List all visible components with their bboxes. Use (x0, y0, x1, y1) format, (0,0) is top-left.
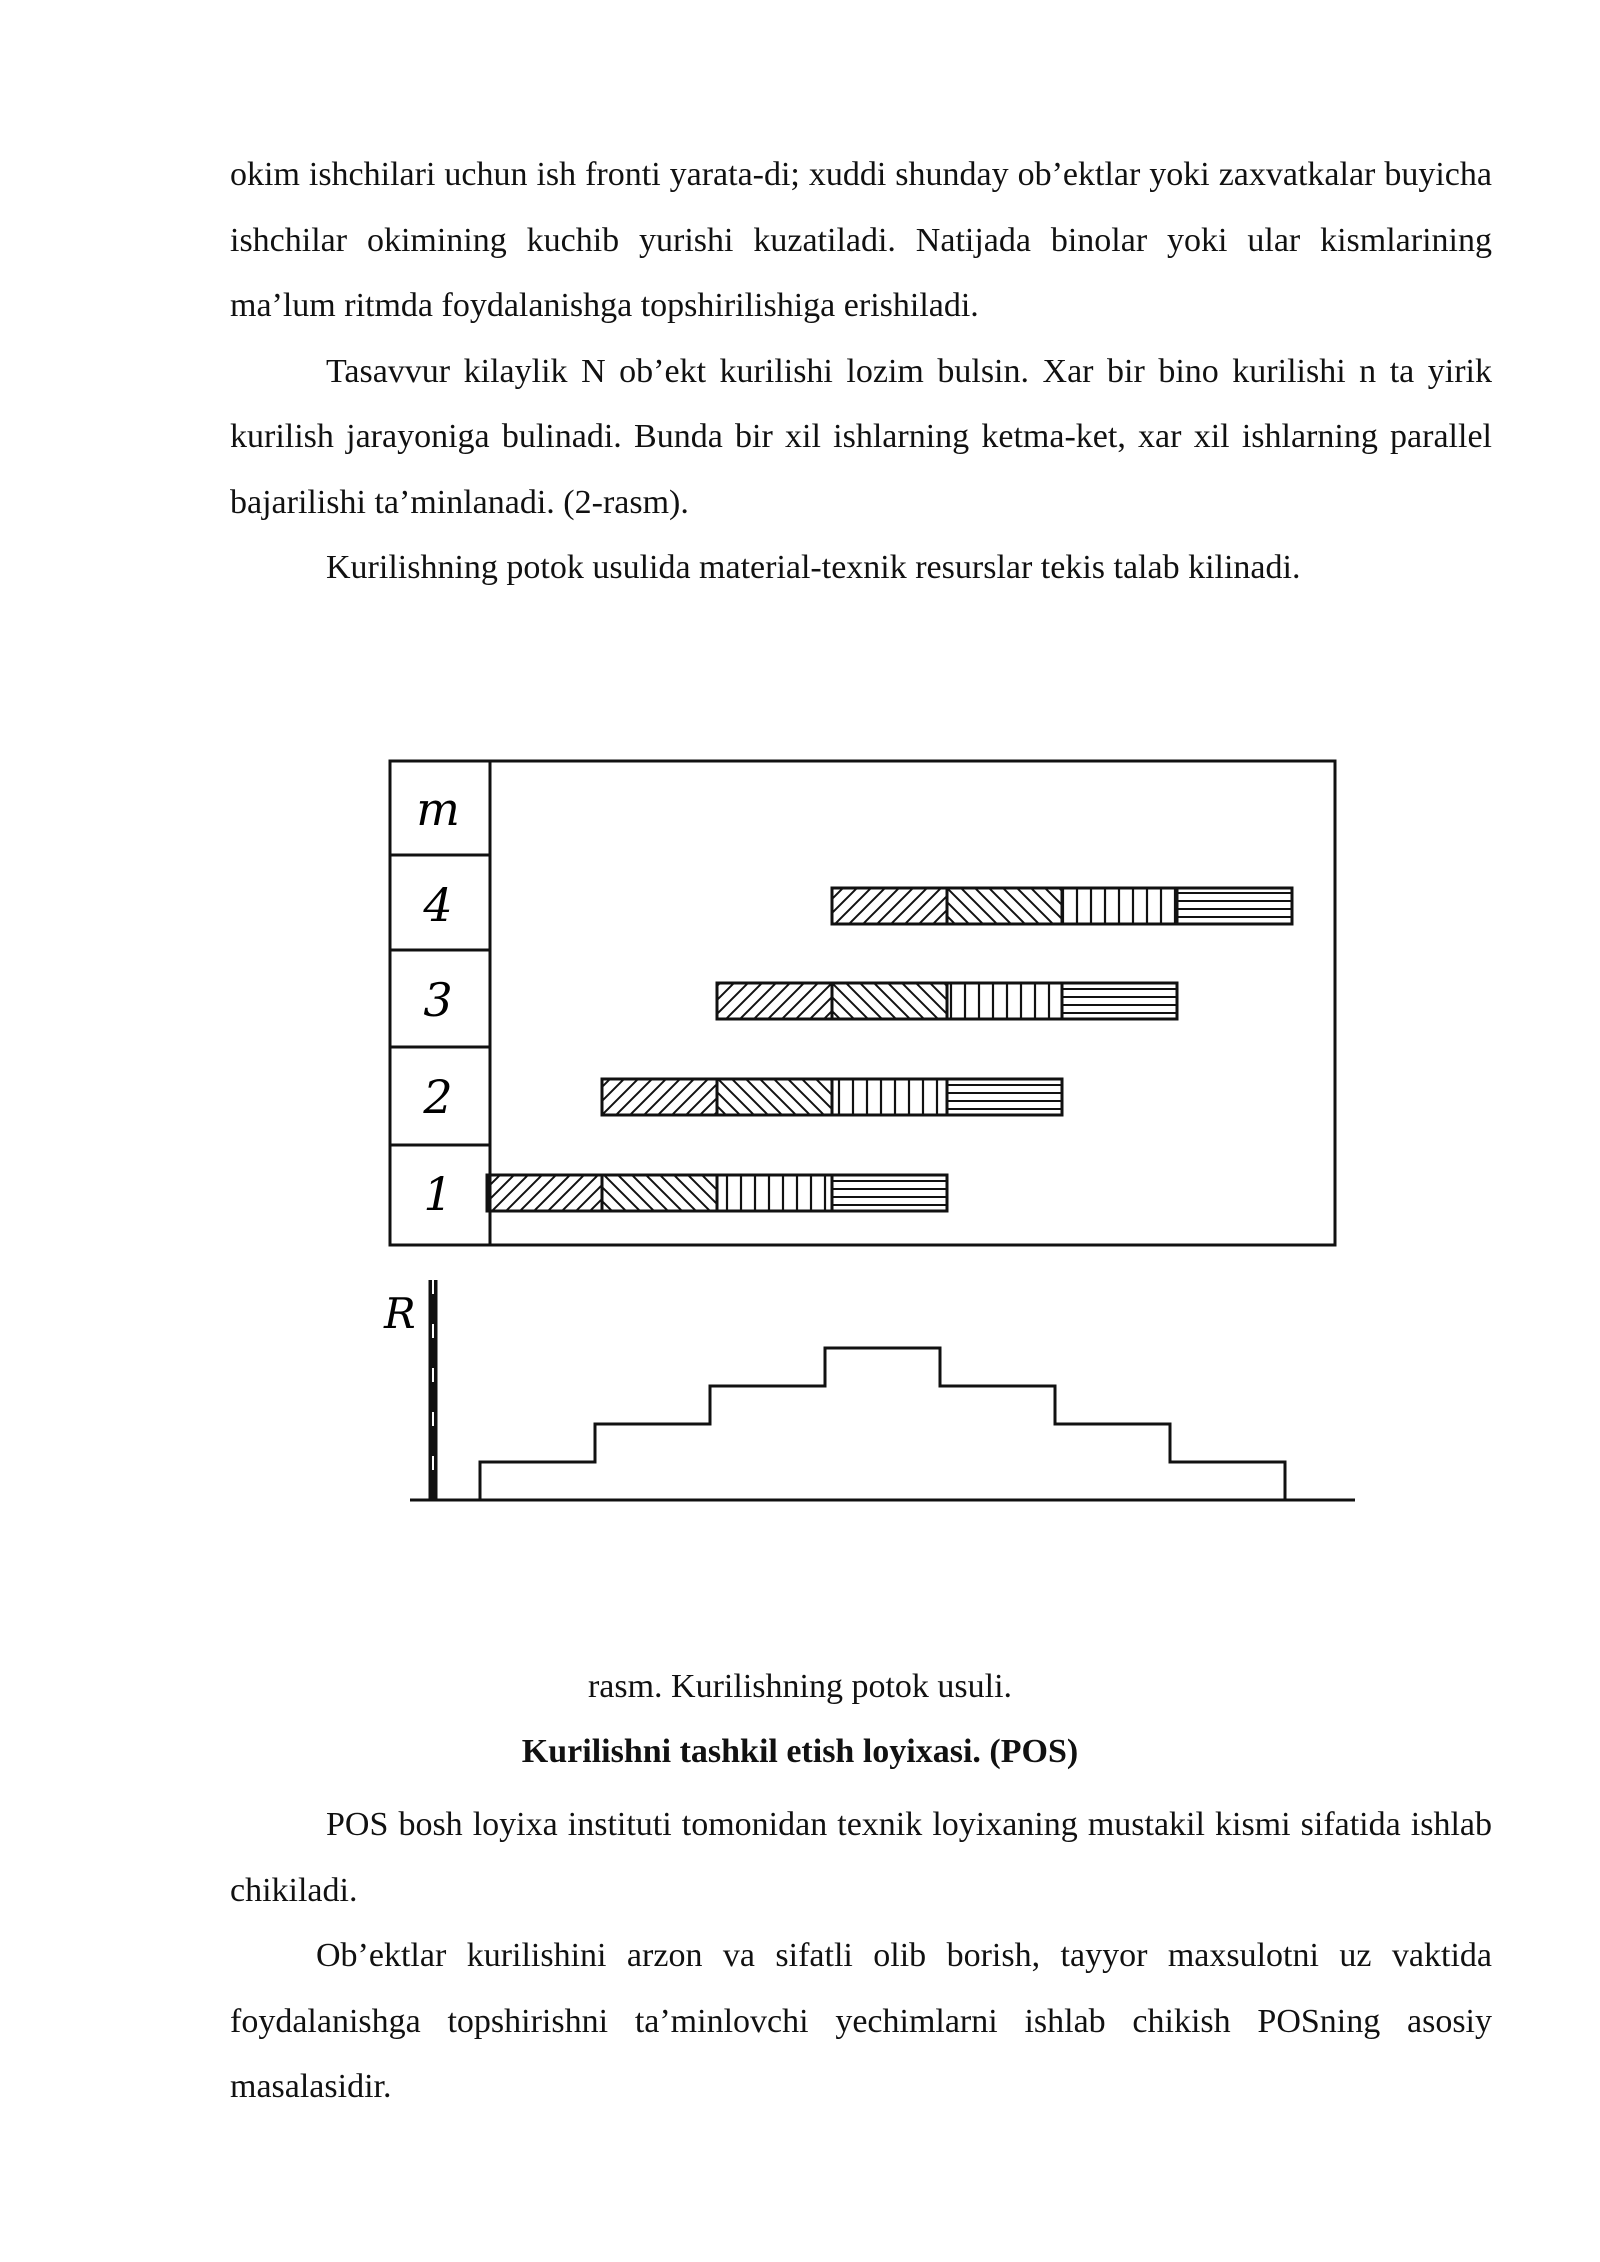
row-label-1: 1 (423, 1167, 453, 1221)
row-label-2: 2 (423, 1070, 453, 1124)
paragraph-1: okim ishchilari uchun ish fronti yarata-di; xuddi shunday ob’ektlar yoki zaxvatkalar buyicha ishchilar okimining kuchib yurishi kuzatiladi. Natijada binolar yoki ular kismlarining ma’lum ritmda foydalanishga topshirilishiga erishiladi. (230, 156, 1492, 324)
resource-axis-label: R (384, 1289, 416, 1338)
row-label-3: 3 (423, 973, 453, 1027)
resource-profile-line (480, 1348, 1285, 1500)
object-2-stage-1-bar (602, 1079, 717, 1115)
paragraph-4: POS bosh loyixa instituti tomonidan texnik loyixaning mustakil kismi sifatida ishlab chikiladi. (230, 1806, 1492, 1909)
bottom-text (230, 1792, 1492, 2120)
paragraph-5: Ob’ektlar kurilishini arzon va sifatli olib borish, tayyor maxsulotni uz vaktida foydalanishga topshirishni ta’minlovchi yechimlarni ishlab chikish POSning asosiy masalasidir. (230, 1937, 1492, 2105)
object-4-stage-1-bar (832, 888, 947, 924)
object-3-stage-1-bar (717, 983, 832, 1019)
object-1-stage-1-bar (487, 1175, 602, 1211)
object-4-stage-4-bar (1177, 888, 1292, 924)
row-label-m: m (416, 782, 460, 836)
figure-caption: rasm. Kurilishning potok usuli. (587, 1668, 1013, 1705)
object-2-stage-2-bar (717, 1079, 832, 1115)
object-3-stage-4-bar (1062, 983, 1177, 1019)
object-4-stage-2-bar (947, 888, 1062, 924)
object-1-stage-2-bar (602, 1175, 717, 1211)
object-2-stage-3-bar (832, 1079, 947, 1115)
flow-method-figure (370, 745, 1360, 1525)
flow-schedule-diagram (370, 745, 1360, 1525)
paragraph-2: Tasavvur kilaylik N ob’ekt kurilishi lozim bulsin. Xar bir bino kurilishi n ta yirik kurilish jarayoniga bulinadi. Bunda bir xil ishlarning ketma-ket, xar xil ishlarning parallel bajarilishi ta’minlanadi. (2-rasm). (230, 352, 1492, 521)
object-1-stage-3-bar (717, 1175, 832, 1211)
schedule-bars (487, 888, 1292, 1211)
object-3-stage-3-bar (947, 983, 1062, 1019)
object-2-stage-4-bar (947, 1079, 1062, 1115)
row-label-4: 4 (423, 878, 453, 932)
object-4-stage-3-bar (1062, 888, 1177, 924)
object-3-stage-2-bar (832, 983, 947, 1019)
object-1-stage-4-bar (832, 1175, 947, 1211)
section-heading: Kurilishni tashkil etish loyixasi. (POS) (521, 1733, 1079, 1770)
top-text (230, 142, 1492, 601)
paragraph-3: Kurilishning potok usulida material-texnik resurslar tekis talab kilinadi. (326, 549, 1301, 586)
